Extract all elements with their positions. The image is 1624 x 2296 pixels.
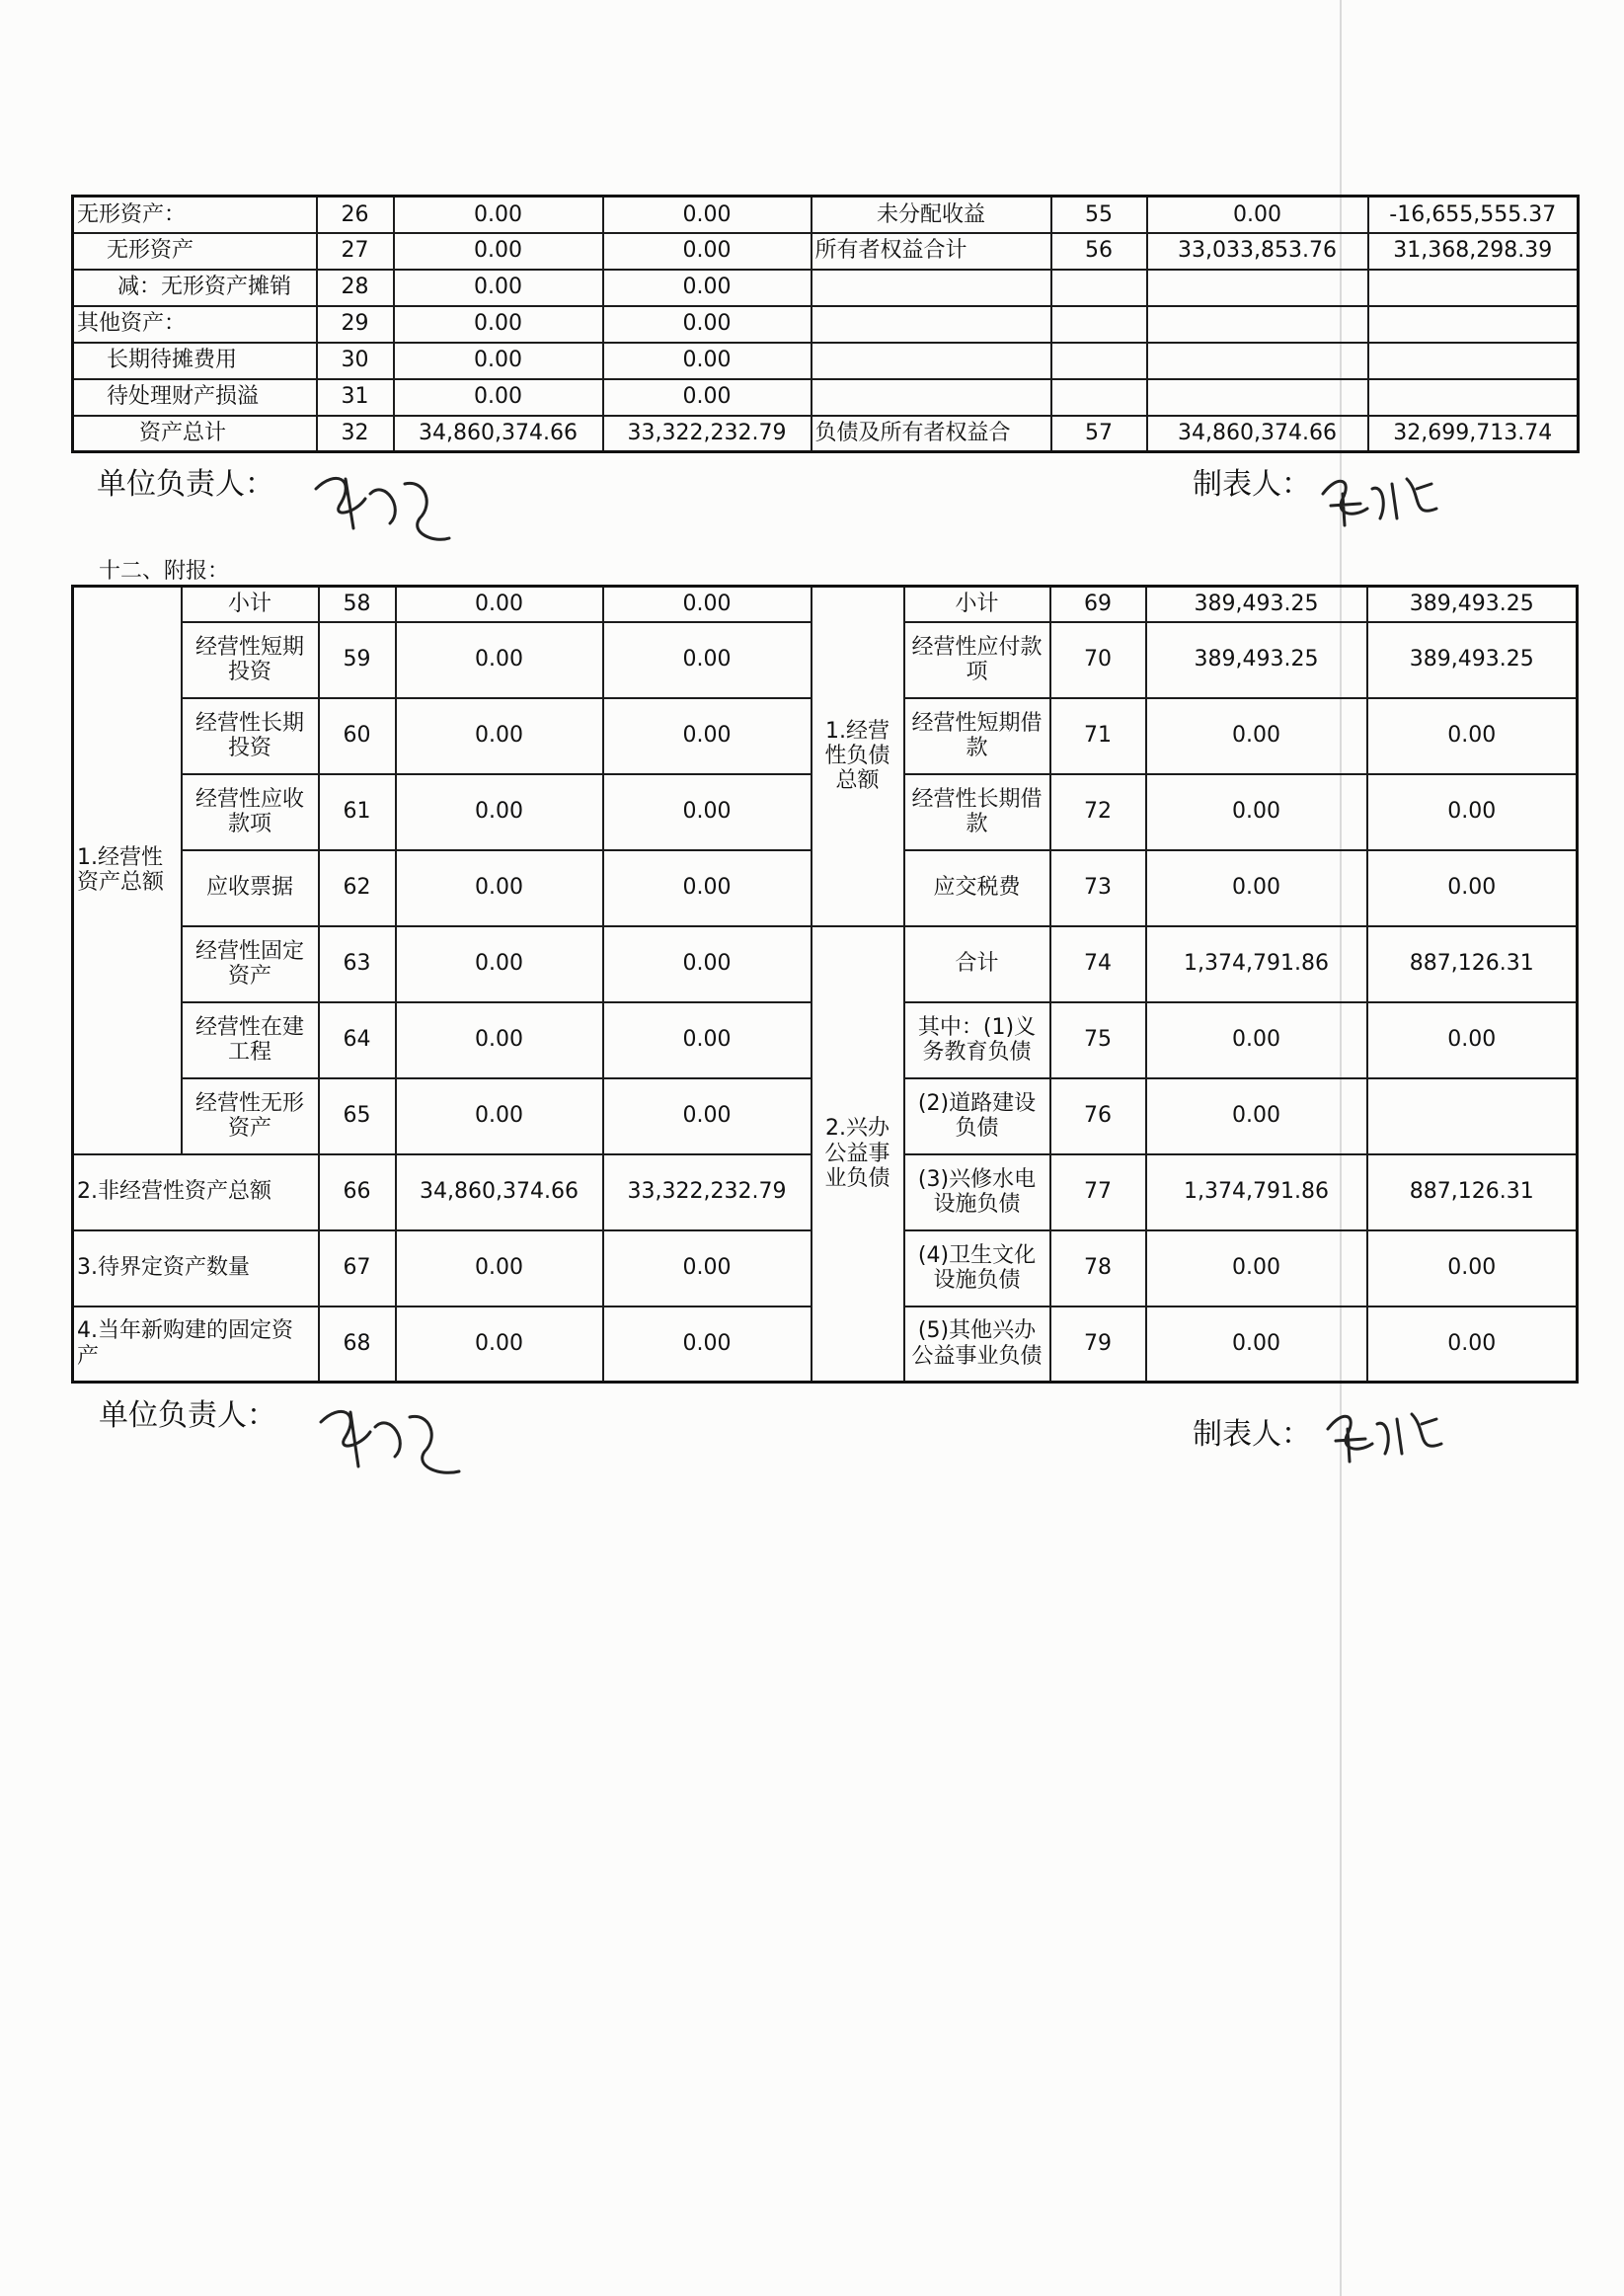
value-begin: 0.00 — [1146, 698, 1367, 774]
value-begin — [1147, 270, 1368, 306]
row-label: 无形资产： — [73, 197, 317, 233]
row-number: 63 — [319, 926, 396, 1002]
row-number: 64 — [319, 1002, 396, 1078]
row-label: 经营性无形资产 — [182, 1078, 319, 1154]
row-label: 经营性长期借款 — [904, 774, 1050, 850]
table-row — [73, 587, 1578, 622]
value-end: 0.00 — [1367, 850, 1578, 926]
row-number: 65 — [319, 1078, 396, 1154]
row-label: (5)其他兴办公益事业负债 — [904, 1306, 1050, 1383]
row-number: 32 — [317, 416, 394, 452]
value-end: 0.00 — [603, 270, 812, 306]
value-begin: 0.00 — [1146, 1002, 1367, 1078]
row-label — [812, 343, 1051, 379]
value-end: 0.00 — [603, 379, 812, 416]
table-row — [73, 416, 1579, 452]
unit-head-signature — [296, 449, 464, 548]
value-begin: 0.00 — [1146, 1306, 1367, 1383]
value-begin: 33,033,853.76 — [1147, 233, 1368, 270]
row-number: 30 — [317, 343, 394, 379]
row-number: 67 — [319, 1230, 396, 1306]
value-end: 32,699,713.74 — [1368, 416, 1579, 452]
row-label: 2.非经营性资产总额 — [73, 1154, 319, 1230]
row-label: 减：无形资产摊销 — [73, 270, 317, 306]
value-end: 0.00 — [603, 622, 812, 698]
row-number: 72 — [1050, 774, 1146, 850]
table-row — [73, 197, 1579, 233]
value-end: 0.00 — [603, 774, 812, 850]
value-end: 33,322,232.79 — [603, 416, 812, 452]
value-end: 0.00 — [603, 850, 812, 926]
table-row — [73, 343, 1579, 379]
row-label: 经营性应付款项 — [904, 622, 1050, 698]
row-number — [1051, 270, 1147, 306]
row-label: 应收票据 — [182, 850, 319, 926]
row-number: 27 — [317, 233, 394, 270]
value-end: 0.00 — [603, 926, 812, 1002]
value-begin: 34,860,374.66 — [1147, 416, 1368, 452]
preparer-signature-2 — [1318, 1397, 1446, 1471]
row-label: (2)道路建设负债 — [904, 1078, 1050, 1154]
row-label: 经营性短期借款 — [904, 698, 1050, 774]
value-begin: 0.00 — [1146, 1078, 1367, 1154]
group-operating-liabilities: 1.经营性负债总额 — [812, 587, 904, 926]
row-label: 未分配收益 — [812, 197, 1051, 233]
row-number: 66 — [319, 1154, 396, 1230]
value-begin: 0.00 — [396, 587, 603, 622]
row-label: 经营性短期投资 — [182, 622, 319, 698]
row-label: 小计 — [182, 587, 319, 622]
row-label: 3.待界定资产数量 — [73, 1230, 319, 1306]
row-label: 资产总计 — [73, 416, 317, 452]
row-number: 56 — [1051, 233, 1147, 270]
value-end: 0.00 — [603, 306, 812, 343]
row-label: (3)兴修水电设施负债 — [904, 1154, 1050, 1230]
row-label: 经营性应收款项 — [182, 774, 319, 850]
table-row — [73, 306, 1579, 343]
row-number: 76 — [1050, 1078, 1146, 1154]
row-number: 74 — [1050, 926, 1146, 1002]
row-number: 69 — [1050, 587, 1146, 622]
row-number: 55 — [1051, 197, 1147, 233]
value-end: 389,493.25 — [1367, 587, 1578, 622]
value-begin: 0.00 — [394, 233, 603, 270]
row-number: 68 — [319, 1306, 396, 1383]
value-end: -16,655,555.37 — [1368, 197, 1579, 233]
value-begin: 1,374,791.86 — [1146, 926, 1367, 1002]
value-begin — [1147, 379, 1368, 416]
value-begin: 34,860,374.66 — [394, 416, 603, 452]
value-begin: 389,493.25 — [1146, 587, 1367, 622]
row-label: 其他资产： — [73, 306, 317, 343]
value-begin: 0.00 — [1146, 1230, 1367, 1306]
value-end: 0.00 — [603, 343, 812, 379]
table-row — [73, 379, 1579, 416]
supplement-table — [71, 585, 1579, 1384]
row-number: 61 — [319, 774, 396, 850]
value-begin: 0.00 — [1147, 197, 1368, 233]
value-end: 887,126.31 — [1367, 1154, 1578, 1230]
value-begin: 389,493.25 — [1146, 622, 1367, 698]
value-end: 0.00 — [603, 197, 812, 233]
value-begin: 0.00 — [394, 379, 603, 416]
row-label: 4.当年新购建的固定资产 — [73, 1306, 319, 1383]
value-end — [1368, 270, 1579, 306]
table-row — [73, 926, 1578, 1002]
row-number: 77 — [1050, 1154, 1146, 1230]
row-label: 小计 — [904, 587, 1050, 622]
value-end: 0.00 — [603, 233, 812, 270]
value-end — [1368, 343, 1579, 379]
row-number: 57 — [1051, 416, 1147, 452]
row-label: 待处理财产损溢 — [73, 379, 317, 416]
row-label: (4)卫生文化设施负债 — [904, 1230, 1050, 1306]
row-number — [1051, 343, 1147, 379]
value-end: 389,493.25 — [1367, 622, 1578, 698]
unit-head-label: 单位负责人： — [97, 467, 274, 502]
value-end — [1368, 306, 1579, 343]
value-begin: 0.00 — [1146, 850, 1367, 926]
value-end: 0.00 — [603, 1306, 812, 1383]
preparer-label: 制表人： — [1193, 467, 1311, 502]
value-end: 0.00 — [603, 587, 812, 622]
row-number: 29 — [317, 306, 394, 343]
row-number: 31 — [317, 379, 394, 416]
value-begin: 0.00 — [396, 1306, 603, 1383]
table-row — [73, 270, 1579, 306]
row-label — [812, 270, 1051, 306]
row-label: 负债及所有者权益合 — [812, 416, 1051, 452]
value-begin: 0.00 — [396, 926, 603, 1002]
preparer-label-2: 制表人： — [1193, 1417, 1311, 1452]
value-begin: 34,860,374.66 — [396, 1154, 603, 1230]
unit-head-signature-2 — [301, 1378, 469, 1486]
value-end: 0.00 — [603, 698, 812, 774]
unit-head-label-2: 单位负责人： — [99, 1398, 276, 1433]
row-label: 其中：(1)义务教育负债 — [904, 1002, 1050, 1078]
row-number: 62 — [319, 850, 396, 926]
value-begin: 0.00 — [396, 850, 603, 926]
value-begin: 0.00 — [396, 774, 603, 850]
row-label — [812, 379, 1051, 416]
value-begin: 0.00 — [394, 197, 603, 233]
value-end: 0.00 — [603, 1002, 812, 1078]
value-begin: 0.00 — [396, 1078, 603, 1154]
value-end: 0.00 — [1367, 774, 1578, 850]
value-begin: 1,374,791.86 — [1146, 1154, 1367, 1230]
table-row — [73, 233, 1579, 270]
value-end: 0.00 — [1367, 698, 1578, 774]
value-begin: 0.00 — [396, 1002, 603, 1078]
row-number: 79 — [1050, 1306, 1146, 1383]
row-number — [1051, 306, 1147, 343]
row-number: 70 — [1050, 622, 1146, 698]
value-begin — [1147, 306, 1368, 343]
row-number — [1051, 379, 1147, 416]
row-number: 58 — [319, 587, 396, 622]
value-end — [1367, 1078, 1578, 1154]
value-end — [1368, 379, 1579, 416]
row-number: 60 — [319, 698, 396, 774]
value-end: 0.00 — [1367, 1306, 1578, 1383]
row-number: 71 — [1050, 698, 1146, 774]
row-label: 经营性长期投资 — [182, 698, 319, 774]
value-end: 0.00 — [603, 1078, 812, 1154]
row-number: 73 — [1050, 850, 1146, 926]
row-number: 78 — [1050, 1230, 1146, 1306]
preparer-signature — [1313, 464, 1441, 533]
row-label: 合计 — [904, 926, 1050, 1002]
value-begin: 0.00 — [394, 343, 603, 379]
row-label — [812, 306, 1051, 343]
value-begin — [1147, 343, 1368, 379]
value-begin: 0.00 — [396, 622, 603, 698]
row-label: 应交税费 — [904, 850, 1050, 926]
row-number: 26 — [317, 197, 394, 233]
row-label: 经营性固定资产 — [182, 926, 319, 1002]
row-label: 长期待摊费用 — [73, 343, 317, 379]
value-begin: 0.00 — [1146, 774, 1367, 850]
value-begin: 0.00 — [396, 1230, 603, 1306]
row-label: 经营性在建工程 — [182, 1002, 319, 1078]
row-label: 所有者权益合计 — [812, 233, 1051, 270]
value-end: 0.00 — [1367, 1002, 1578, 1078]
row-number: 28 — [317, 270, 394, 306]
value-end: 0.00 — [1367, 1230, 1578, 1306]
value-begin: 0.00 — [394, 306, 603, 343]
value-end: 0.00 — [603, 1230, 812, 1306]
row-number: 75 — [1050, 1002, 1146, 1078]
value-begin: 0.00 — [396, 698, 603, 774]
value-end: 887,126.31 — [1367, 926, 1578, 1002]
value-begin: 0.00 — [394, 270, 603, 306]
value-end: 31,368,298.39 — [1368, 233, 1579, 270]
supplement-heading: 十二、附报： — [99, 559, 230, 584]
balance-sheet-table — [71, 195, 1580, 453]
row-number: 59 — [319, 622, 396, 698]
group-public-liabilities: 2.兴办公益事业负债 — [812, 926, 904, 1383]
value-end: 33,322,232.79 — [603, 1154, 812, 1230]
row-label: 无形资产 — [73, 233, 317, 270]
group-operating-assets: 1.经营性资产总额 — [73, 587, 182, 1154]
